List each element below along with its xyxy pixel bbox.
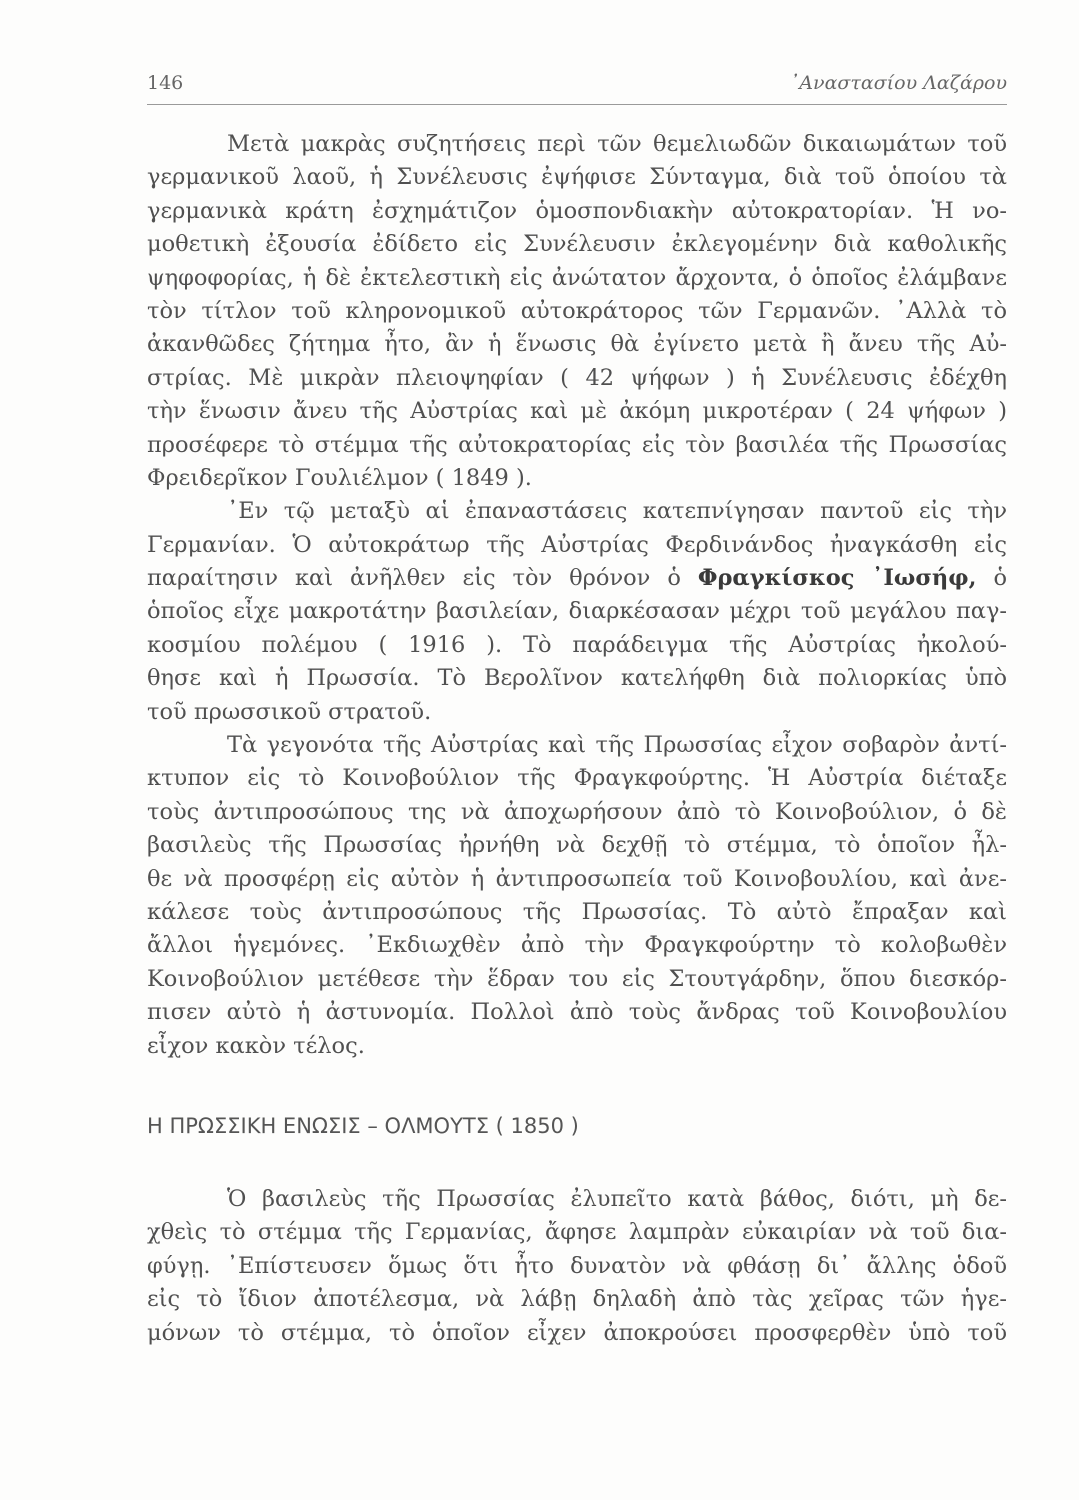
text-line: Μετὰ μακρὰς συζητήσεις περὶ τῶν θεμελιωδῶν δικαιωμάτων τοῦ xyxy=(227,131,1007,157)
text-line: θε νὰ προσφέρῃ εἰς αὐτὸν ἡ ἀντιπροσωπεία τοῦ Κοινοβουλίου, καὶ ἀνε- xyxy=(147,865,1007,892)
page-number: 146 xyxy=(147,72,184,94)
text-line: μόνων τὸ στέμμα, τὸ ὁποῖον εἶχεν ἀποκρούσει προσφερθὲν ὑπὸ τοῦ xyxy=(147,1319,1007,1346)
paragraph-2 xyxy=(147,495,1007,729)
text-line: τὴν ἕνωσιν ἄνευ τῆς Αὐστρίας καὶ μὲ ἀκόμη μικροτέραν ( 24 ψήφων ) xyxy=(147,398,1007,425)
text-line: γερμανικὰ κράτη ἐσχημάτιζον ὁμοσπονδιακὴν αὐτοκρατορίαν. Ἡ νο- xyxy=(147,197,1007,224)
text-line: Φρειδερῖκον Γουλιέλμον ( 1849 ). xyxy=(147,464,532,491)
text-line: κτυπον εἰς τὸ Κοινοβούλιον τῆς Φραγκφούρτης. Ἡ Αὐστρία διέταξε xyxy=(147,765,1007,792)
paragraph-3 xyxy=(147,729,1007,1063)
running-title: ᾿Αναστασίου Λαζάρου xyxy=(789,72,1007,94)
text-line: Κοινοβούλιον μετέθεσε τὴν ἕδραν του εἰς Στουτγάρδην, ὅπου διεσκόρ- xyxy=(147,965,1007,992)
text-line: Ὁ βασιλεὺς τῆς Πρωσσίας ἐλυπεῖτο κατὰ βάθος, διότι, μὴ δε- xyxy=(227,1185,1007,1212)
text-line: ὁποῖος εἶχε μακροτάτην βασιλείαν, διαρκέσασαν μέχρι τοῦ μεγάλου παγ- xyxy=(147,598,1007,625)
text-line-with-bold xyxy=(147,562,1007,595)
text-line: τοῦ πρωσσικοῦ στρατοῦ. xyxy=(147,698,432,725)
text-line: κάλεσε τοὺς ἀντιπροσώπους τῆς Πρωσσίας. Τὸ αὐτὸ ἔπραξαν καὶ xyxy=(147,898,1007,925)
text-line: εἶχον κακὸν τέλος. xyxy=(147,1032,365,1059)
text-line: τὸν τίτλον τοῦ κληρονομικοῦ αὐτοκράτορος τῶν Γερμανῶν. ᾿Αλλὰ τὸ xyxy=(147,297,1007,324)
text-line: Γερμανίαν. Ὁ αὐτοκράτωρ τῆς Αὐστρίας Φερδινάνδος ἠναγκάσθη εἰς xyxy=(147,531,1007,558)
section-paragraph xyxy=(147,1183,1007,1350)
text-line: μοθετικὴ ἐξουσία ἐδίδετο εἰς Συνέλευσιν ἐκλεγομένην διὰ καθολικῆς xyxy=(147,231,1007,258)
text-line: φύγῃ. ᾿Επίστευσεν ὅμως ὅτι ἦτο δυνατὸν νὰ φθάσῃ δι᾿ ἄλλης ὁδοῦ xyxy=(147,1252,1007,1279)
text-line: ψηφοφορίας, ἡ δὲ ἐκτελεστικὴ εἰς ἀνώτατον ἄρχοντα, ὁ ὁποῖος ἐλάμβανε xyxy=(147,264,1007,291)
paragraph-1 xyxy=(147,128,1007,495)
text-line: χθεὶς τὸ στέμμα τῆς Γερμανίας, ἄφησε λαμπρὰν εὐκαιρίαν νὰ τοῦ δια- xyxy=(147,1219,1007,1246)
bold-name: Φραγκίσκος ᾿Ιωσήφ, xyxy=(697,565,977,592)
text-span: παραίτησιν καὶ ἀνῆλθεν εἰς τὸν θρόνον ὁ xyxy=(147,565,681,592)
page-header xyxy=(147,72,1007,102)
text-line: βασιλεὺς τῆς Πρωσσίας ἠρνήθη νὰ δεχθῇ τὸ στέμμα, τὸ ὁποῖον ἦλ- xyxy=(147,832,1007,859)
text-line: προσέφερε τὸ στέμμα τῆς αὐτοκρατορίας εἰς τὸν βασιλέα τῆς Πρωσσίας xyxy=(147,431,1007,458)
spacer xyxy=(147,1063,1007,1109)
text-line: τοὺς ἀντιπροσώπους της νὰ ἀποχωρήσουν ἀπὸ τὸ Κοινοβούλιον, ὁ δὲ xyxy=(147,798,1007,825)
section-heading: Η ΠΡΩΣΣΙΚΗ ΕΝΩΣΙΣ – ΟΛΜΟΥΤΣ ( 1850 ) xyxy=(147,1113,579,1138)
text-line: Τὰ γεγονότα τῆς Αὐστρίας καὶ τῆς Πρωσσίας εἶχον σοβαρὸν ἀντί- xyxy=(227,732,1007,759)
text-span: ὁ xyxy=(993,565,1007,592)
text-line: γερμανικοῦ λαοῦ, ἡ Συνέλευσις ἐψήφισε Σύνταγμα, διὰ τοῦ ὁποίου τὰ xyxy=(147,164,1007,191)
text-line: εἰς τὸ ἴδιον ἀποτέλεσμα, νὰ λάβῃ δηλαδὴ ἀπὸ τὰς χεῖρας τῶν ἡγε- xyxy=(147,1286,1007,1313)
spacer xyxy=(147,1143,1007,1183)
text-line: στρίας. Μὲ μικρὰν πλειοψηφίαν ( 42 ψήφων ) ἡ Συνέλευσις ἐδέχθη xyxy=(147,364,1007,391)
text-line: πισεν αὐτὸ ἡ ἀστυνομία. Πολλοὶ ἀπὸ τοὺς ἄνδρας τοῦ Κοινοβουλίου xyxy=(147,999,1007,1026)
text-line: ᾿Εν τῷ μεταξὺ αἱ ἐπαναστάσεις κατεπνίγησαν παντοῦ εἰς τὴν xyxy=(227,498,1007,525)
page-body xyxy=(147,128,1007,1350)
text-line: θησε καὶ ἡ Πρωσσία. Τὸ Βερολῖνον κατελήφθη διὰ πολιορκίας ὑπὸ xyxy=(147,665,1007,692)
text-line: κοσμίου πολέμου ( 1916 ). Τὸ παράδειγμα τῆς Αὐστρίας ἠκολού- xyxy=(147,631,1007,658)
text-line: ἄλλοι ἡγεμόνες. ᾿Εκδιωχθὲν ἀπὸ τὴν Φραγκφούρτην τὸ κολοβωθὲν xyxy=(147,932,1007,959)
header-rule xyxy=(147,104,1007,105)
text-line: ἀκανθῶδες ζήτημα ἦτο, ἂν ἡ ἕνωσις θὰ ἐγίνετο μετὰ ἢ ἄνευ τῆς Αὐ- xyxy=(147,331,1007,358)
